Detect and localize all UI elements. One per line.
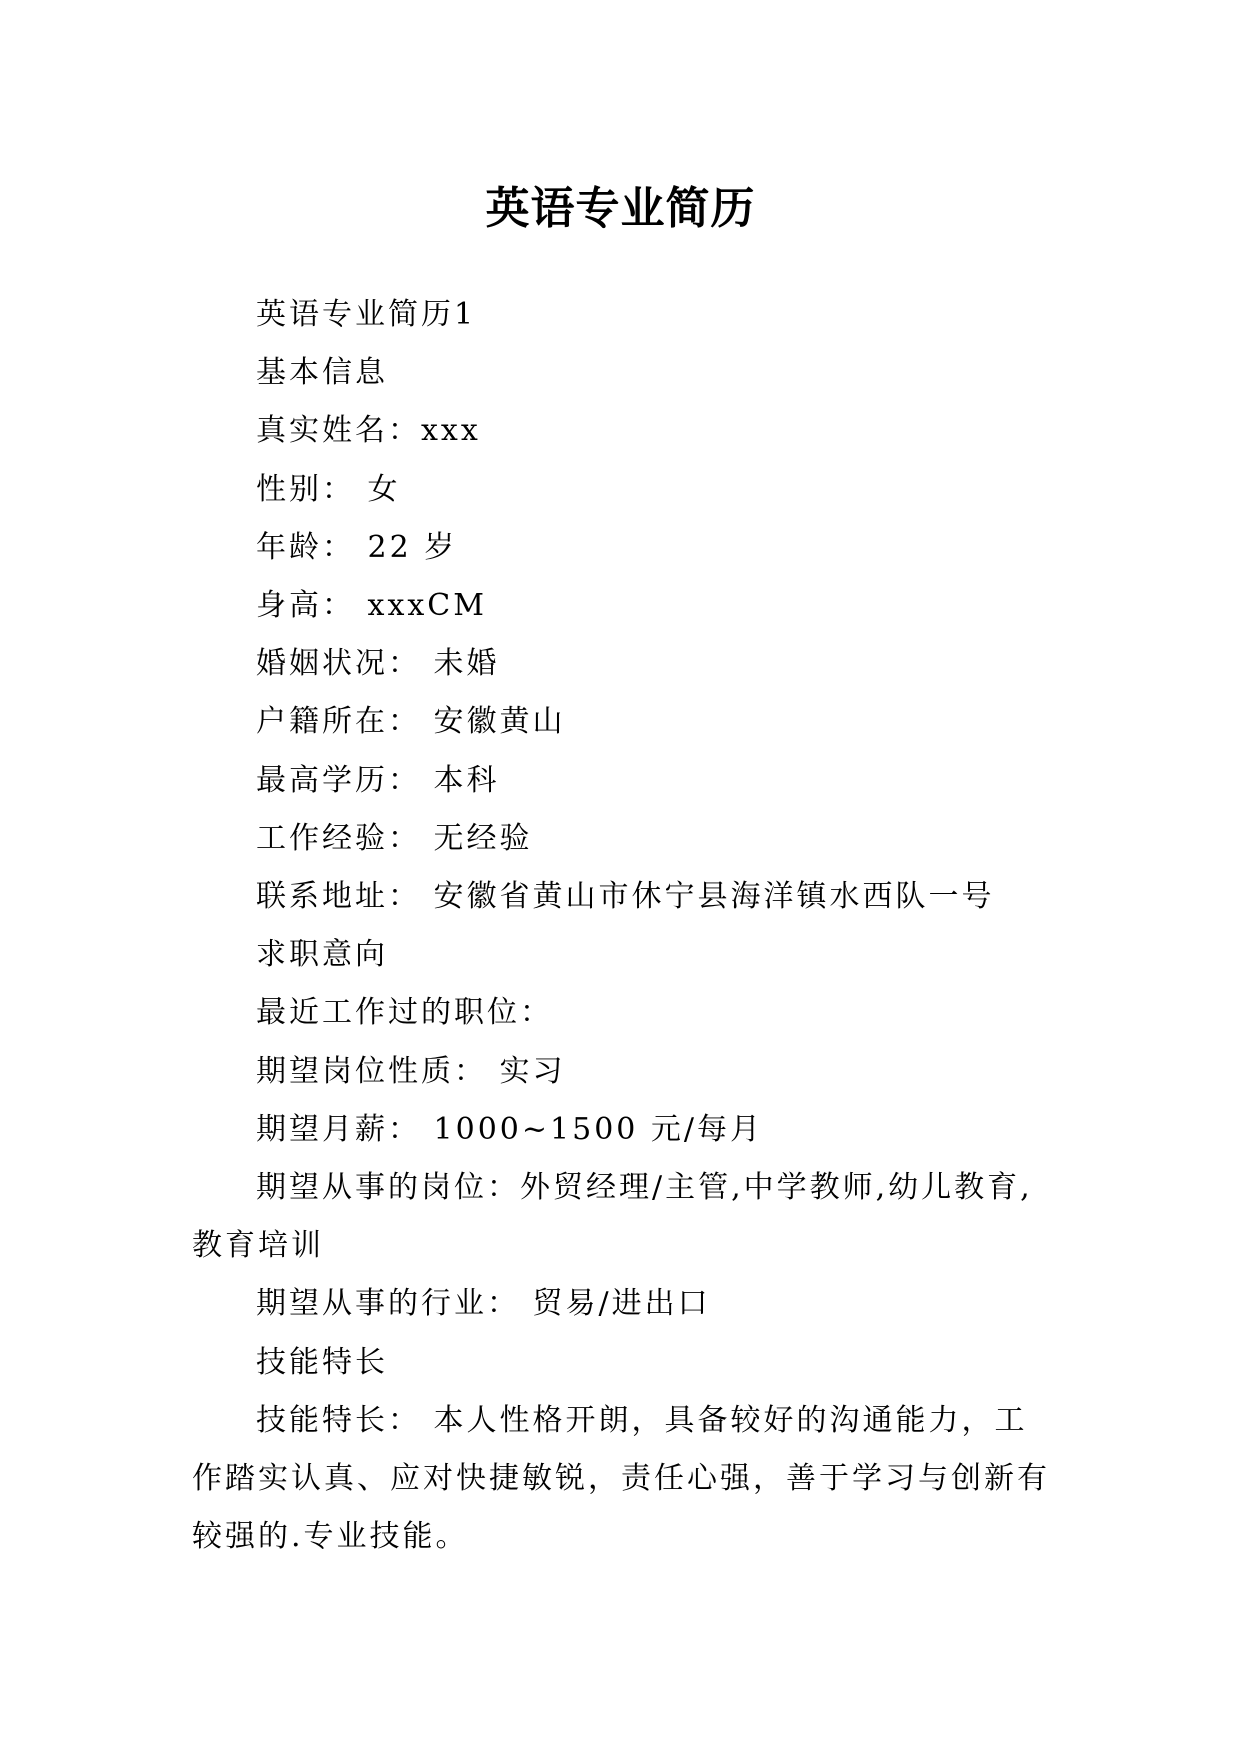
field-marital-status: 婚姻状况： 未婚 — [256, 646, 500, 682]
field-work-experience: 工作经验： 无经验 — [256, 820, 533, 856]
page-title: 英语专业简历 — [485, 183, 756, 235]
field-education: 最高学历： 本科 — [256, 762, 500, 798]
field-address: 联系地址： 安徽省黄山市休宁县海洋镇水西队一号 — [256, 879, 995, 915]
section-job-intention: 求职意向 — [256, 937, 388, 973]
section-skills: 技能特长 — [256, 1344, 388, 1380]
field-hukou: 户籍所在： 安徽黄山 — [256, 704, 566, 740]
resume-heading: 英语专业简历1 — [256, 297, 477, 332]
section-basic-info: 基本信息 — [256, 355, 388, 391]
field-gender: 性别： 女 — [256, 471, 401, 507]
field-expected-positions: 期望从事的岗位：外贸经理/主管,中学教师,幼儿教育,教育培训 — [192, 1170, 1033, 1264]
field-name: 真实姓名：xxx — [256, 413, 481, 449]
field-recent-position: 最近工作过的职位： — [256, 995, 553, 1031]
field-height: 身高： xxxCM — [256, 588, 487, 624]
field-job-type: 期望岗位性质： 实习 — [256, 1053, 566, 1089]
field-age: 年龄： 22 岁 — [256, 529, 458, 565]
field-expected-industry: 期望从事的行业： 贸易/进出口 — [256, 1286, 711, 1322]
field-expected-salary: 期望月薪： 1000~1500 元/每月 — [256, 1111, 764, 1147]
document-body — [192, 286, 1052, 1566]
field-skills-description: 技能特长： 本人性格开朗，具备较好的沟通能力，工作踏实认真、应对快捷敏锐，责任心强，善于学习与创新有较强的.专业技能。 — [192, 1402, 1050, 1555]
